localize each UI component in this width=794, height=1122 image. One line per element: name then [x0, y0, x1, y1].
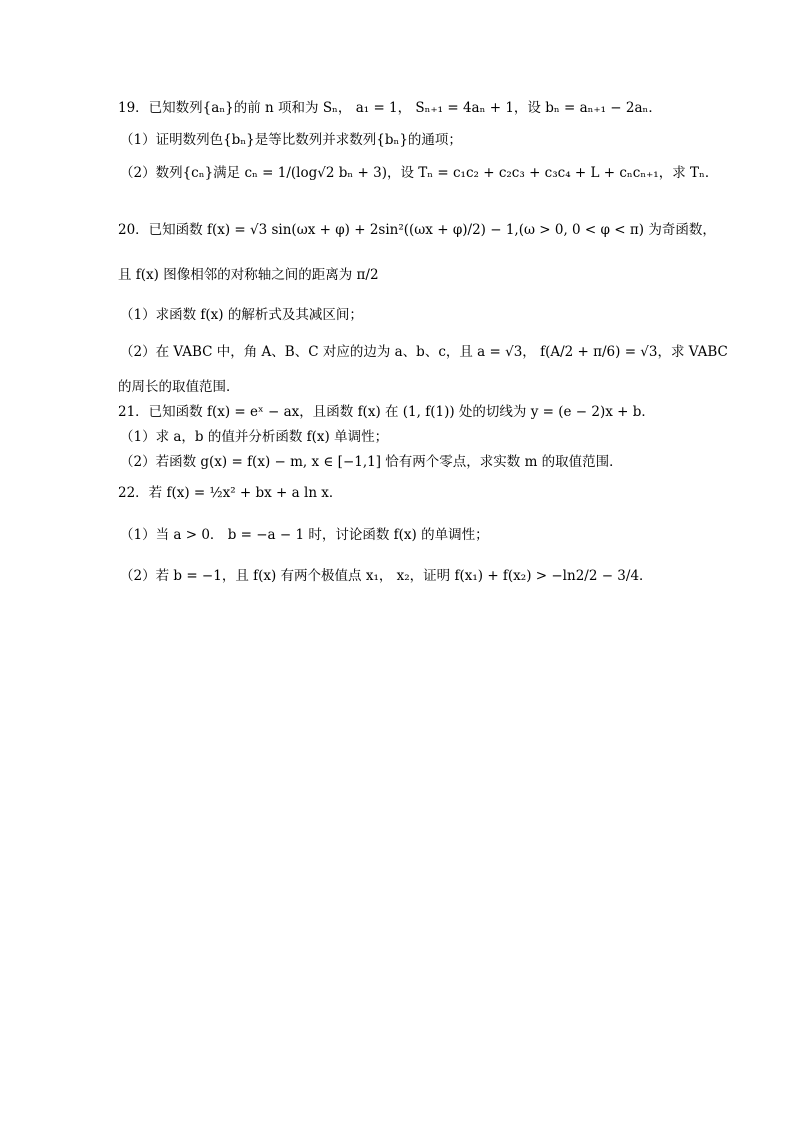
- question-19-part-2: （2）数列{cₙ}满足 cₙ = 1/(log√2 bₙ + 3)，设 Tₙ = c₁c₂ + c₂c₃ + c₃c₄ + L + cₙcₙ₊₁，求 Tₙ．: [120, 165, 719, 181]
- question-22-stem: 22．若 f(x) = ½x² + bx + a ln x．: [118, 485, 343, 501]
- question-21-part-1: （1）求 a，b 的值并分析函数 f(x) 单调性；: [120, 429, 389, 445]
- question-21-part-2: （2）若函数 g(x) = f(x) − m, x ∈ [−1,1] 恰有两个零点，求实数 m 的取值范围．: [120, 454, 623, 470]
- question-20-continuation: 且 f(x) 图像相邻的对称轴之间的距离为 π/2: [118, 267, 379, 283]
- question-22-part-2: （2）若 b = −1，且 f(x) 有两个极值点 x₁， x₂，证明 f(x₁) + f(x₂) > −ln2/2 − 3/4．: [120, 568, 653, 584]
- question-19-stem: 19．已知数列{aₙ}的前 n 项和为 Sₙ， a₁ = 1， Sₙ₊₁ = 4aₙ + 1，设 bₙ = aₙ₊₁ − 2aₙ．: [118, 100, 662, 116]
- question-21-stem: 21．已知函数 f(x) = eˣ − ax，且函数 f(x) 在 (1, f(1)) 处的切线为 y = (e − 2)x + b．: [118, 404, 655, 420]
- question-20-stem: 20．已知函数 f(x) = √3 sin(ωx + φ) + 2sin²((ωx + φ)/2) − 1,(ω > 0, 0 < φ < π) 为奇函数，: [118, 222, 716, 238]
- question-20-part-1: （1）求函数 f(x) 的解析式及其减区间；: [120, 307, 363, 323]
- question-19-part-1: （1）证明数列色{bₙ}是等比数列并求数列{bₙ}的通项；: [120, 132, 462, 148]
- question-20-continuation-2: 的周长的取值范围．: [118, 379, 240, 395]
- question-20-part-2: （2）在 VABC 中，角 A、B、C 对应的边为 a、b、c，且 a = √3， f(A/2 + π/6) = √3，求 VABC: [120, 344, 728, 360]
- question-22-part-1: （1）当 a > 0． b = −a − 1 时，讨论函数 f(x) 的单调性；: [120, 527, 489, 543]
